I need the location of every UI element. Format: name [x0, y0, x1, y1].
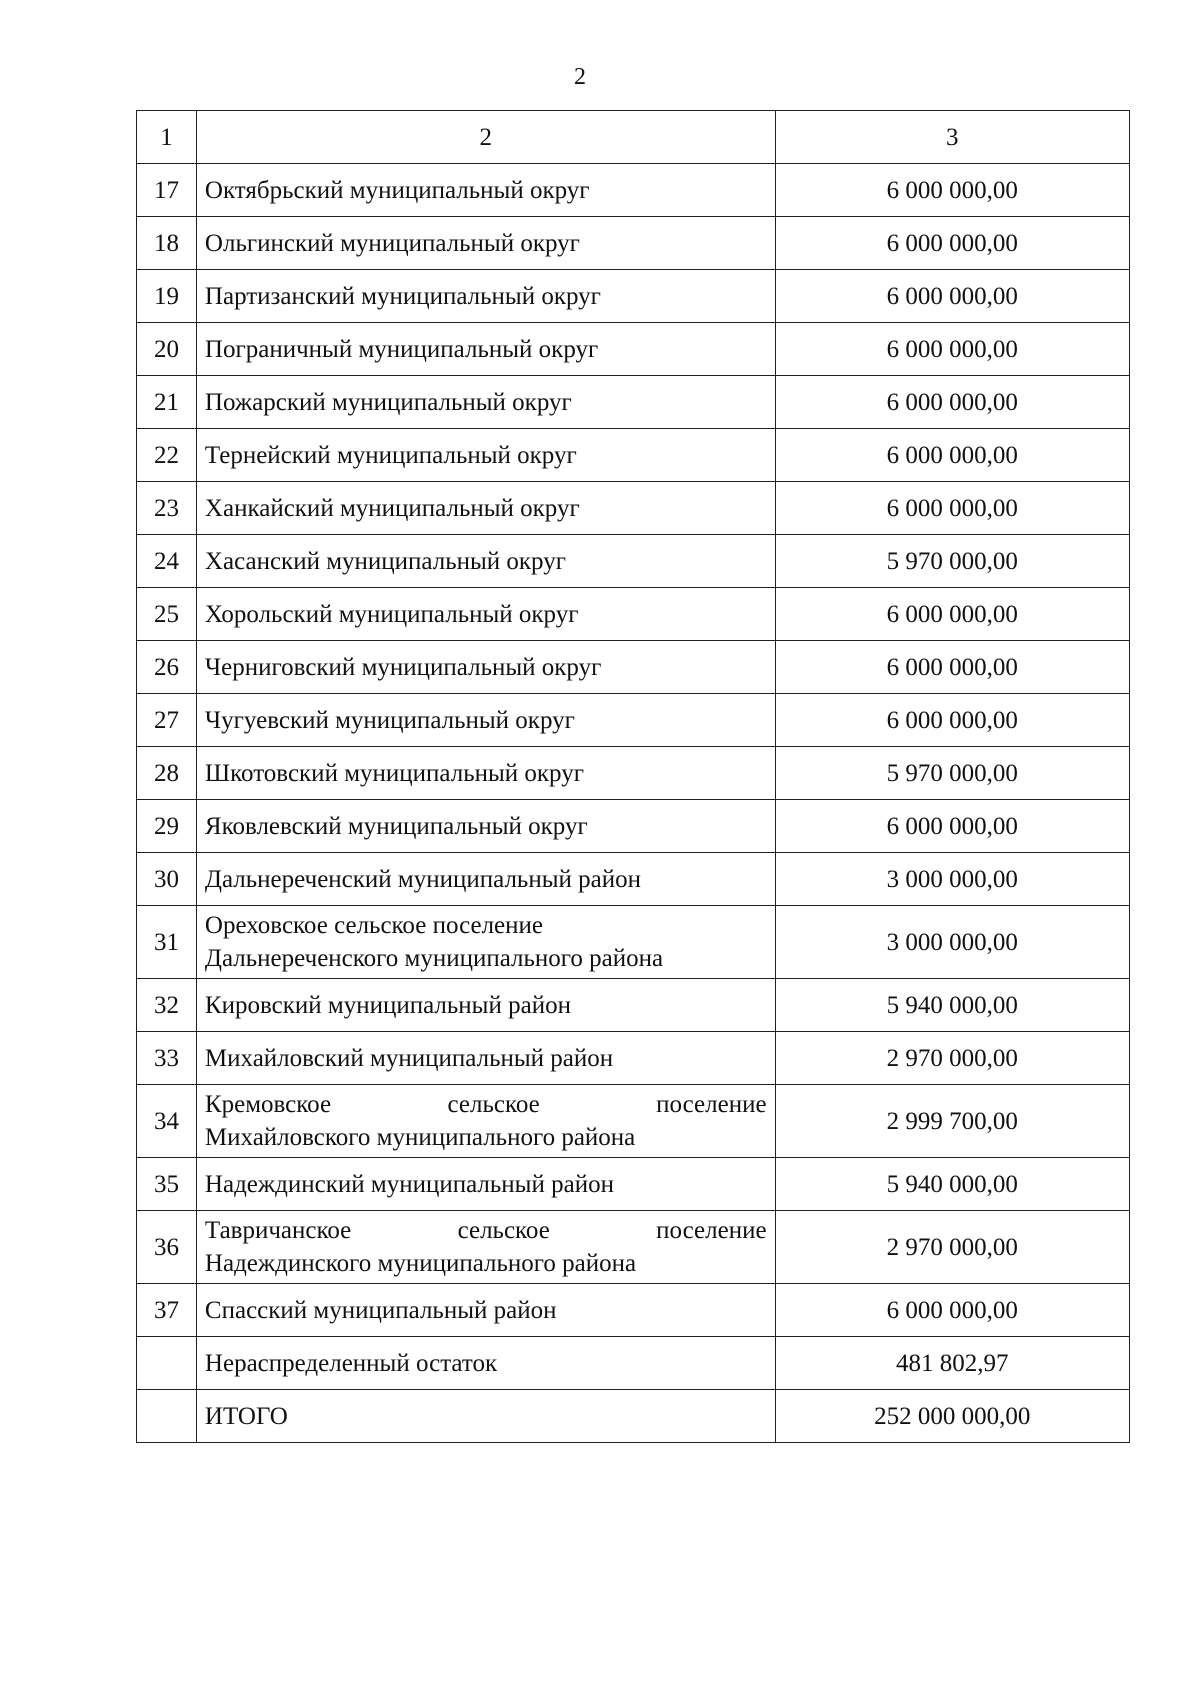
row-amount: 5 970 000,00: [775, 747, 1129, 800]
row-name: [196, 535, 775, 588]
row-name-line: Дальнереченский муниципальный район: [204, 865, 641, 893]
row-name-line: Спасский муниципальный район: [204, 1296, 557, 1324]
row-number: 29: [137, 800, 197, 853]
row-amount: 6 000 000,00: [775, 588, 1129, 641]
row-name: [196, 482, 775, 535]
row-amount: 6 000 000,00: [775, 270, 1129, 323]
row-amount: 481 802,97: [775, 1337, 1129, 1390]
row-name: [196, 1085, 775, 1158]
row-name-line: ИТОГО: [204, 1402, 288, 1430]
table-row: [137, 1085, 1130, 1158]
row-amount: 6 000 000,00: [775, 1284, 1129, 1337]
row-amount: 5 940 000,00: [775, 1158, 1129, 1211]
row-name-line: Чугуевский муниципальный округ: [204, 706, 575, 734]
row-name-line: Надеждинского муниципального района: [204, 1250, 637, 1277]
table-row: [137, 429, 1130, 482]
row-number: [137, 1390, 197, 1443]
row-amount: 6 000 000,00: [775, 164, 1129, 217]
row-name: [196, 164, 775, 217]
header-col-3: 3: [775, 111, 1129, 164]
row-number: 31: [137, 906, 197, 979]
row-number: 17: [137, 164, 197, 217]
row-number: 35: [137, 1158, 197, 1211]
table-row: [137, 747, 1130, 800]
row-name: [196, 270, 775, 323]
row-number: 27: [137, 694, 197, 747]
row-number: 18: [137, 217, 197, 270]
table-row: [137, 1390, 1130, 1443]
row-number: 26: [137, 641, 197, 694]
row-name-line: Тернейский муниципальный округ: [204, 441, 577, 469]
table-header-row: [137, 111, 1130, 164]
table-row: [137, 164, 1130, 217]
row-amount: 6 000 000,00: [775, 323, 1129, 376]
table-row: [137, 1211, 1130, 1284]
table-row: [137, 853, 1130, 906]
table-row: [137, 906, 1130, 979]
row-number: 32: [137, 979, 197, 1032]
row-name-line: Яковлевский муниципальный округ: [204, 812, 588, 840]
allocation-table: [136, 110, 1130, 1443]
row-amount: 5 970 000,00: [775, 535, 1129, 588]
row-name: [196, 853, 775, 906]
row-name: [196, 641, 775, 694]
row-amount: 3 000 000,00: [775, 906, 1129, 979]
table-row: [137, 1337, 1130, 1390]
row-name: [196, 588, 775, 641]
row-name: [196, 1284, 775, 1337]
row-name-line: Кремовское сельское поселение: [204, 1091, 767, 1118]
page-number-text: 2: [574, 64, 586, 90]
row-name-line: Ореховское сельское поселение: [204, 912, 543, 939]
row-amount: 6 000 000,00: [775, 429, 1129, 482]
row-name: [196, 429, 775, 482]
row-name-line: Надеждинский муниципальный район: [204, 1170, 614, 1198]
row-name-line: Пожарский муниципальный округ: [204, 388, 572, 416]
table-row: [137, 800, 1130, 853]
row-name-line: Михайловский муниципальный район: [204, 1044, 614, 1072]
row-number: 30: [137, 853, 197, 906]
row-number: 23: [137, 482, 197, 535]
row-number: 19: [137, 270, 197, 323]
row-name: [196, 1337, 775, 1390]
row-name-line: Хорольский муниципальный округ: [204, 600, 579, 628]
row-number: 33: [137, 1032, 197, 1085]
row-name-line: Нераспределенный остаток: [204, 1349, 498, 1377]
table-row: [137, 323, 1130, 376]
row-name: [196, 979, 775, 1032]
row-number: 20: [137, 323, 197, 376]
row-name-line: Кировский муниципальный район: [204, 991, 571, 1019]
row-amount: 2 970 000,00: [775, 1211, 1129, 1284]
row-amount: 6 000 000,00: [775, 217, 1129, 270]
row-amount: 2 999 700,00: [775, 1085, 1129, 1158]
row-amount: 5 940 000,00: [775, 979, 1129, 1032]
row-number: 25: [137, 588, 197, 641]
header-col-2: 2: [196, 111, 775, 164]
row-amount: 6 000 000,00: [775, 376, 1129, 429]
table-row: [137, 1158, 1130, 1211]
row-name-line: Тавричанское сельское поселение: [204, 1217, 767, 1244]
row-name: [196, 800, 775, 853]
row-amount: 6 000 000,00: [775, 482, 1129, 535]
table-row: [137, 217, 1130, 270]
table-row: [137, 482, 1130, 535]
table-row: [137, 694, 1130, 747]
row-name: [196, 747, 775, 800]
row-amount: 6 000 000,00: [775, 800, 1129, 853]
row-name-line: Ольгинский муниципальный округ: [204, 229, 580, 257]
row-name: [196, 1158, 775, 1211]
row-amount: 6 000 000,00: [775, 694, 1129, 747]
table-body: [137, 164, 1130, 1443]
table-row: [137, 1284, 1130, 1337]
row-name: [196, 323, 775, 376]
row-name-line: Шкотовский муниципальный округ: [204, 759, 584, 787]
row-name: [196, 376, 775, 429]
row-name: [196, 906, 775, 979]
row-name: [196, 217, 775, 270]
row-name-line: Ханкайский муниципальный округ: [204, 494, 580, 522]
row-number: 24: [137, 535, 197, 588]
row-name-line: Пограничный муниципальный округ: [204, 335, 599, 363]
table-row: [137, 376, 1130, 429]
row-name-line: Михайловского муниципального района: [204, 1124, 636, 1151]
table-row: [137, 979, 1130, 1032]
row-amount: 2 970 000,00: [775, 1032, 1129, 1085]
row-number: 37: [137, 1284, 197, 1337]
table-row: [137, 535, 1130, 588]
row-name-line: Черниговский муниципальный округ: [204, 653, 602, 681]
table-row: [137, 641, 1130, 694]
row-number: 28: [137, 747, 197, 800]
row-amount: 3 000 000,00: [775, 853, 1129, 906]
row-name: [196, 694, 775, 747]
row-name: [196, 1032, 775, 1085]
row-name-line: Дальнереченского муниципального района: [204, 945, 664, 972]
table-row: [137, 588, 1130, 641]
row-amount: 252 000 000,00: [775, 1390, 1129, 1443]
row-name-line: Октябрьский муниципальный округ: [204, 176, 590, 204]
row-number: 36: [137, 1211, 197, 1284]
row-number: 21: [137, 376, 197, 429]
row-number: 22: [137, 429, 197, 482]
row-name-line: Хасанский муниципальный округ: [204, 547, 566, 575]
header-col-1: 1: [137, 111, 197, 164]
table-row: [137, 1032, 1130, 1085]
row-number: [137, 1337, 197, 1390]
row-name-line: Партизанский муниципальный округ: [204, 282, 601, 310]
row-name: [196, 1390, 775, 1443]
table-row: [137, 270, 1130, 323]
row-name: [196, 1211, 775, 1284]
row-number: 34: [137, 1085, 197, 1158]
row-amount: 6 000 000,00: [775, 641, 1129, 694]
